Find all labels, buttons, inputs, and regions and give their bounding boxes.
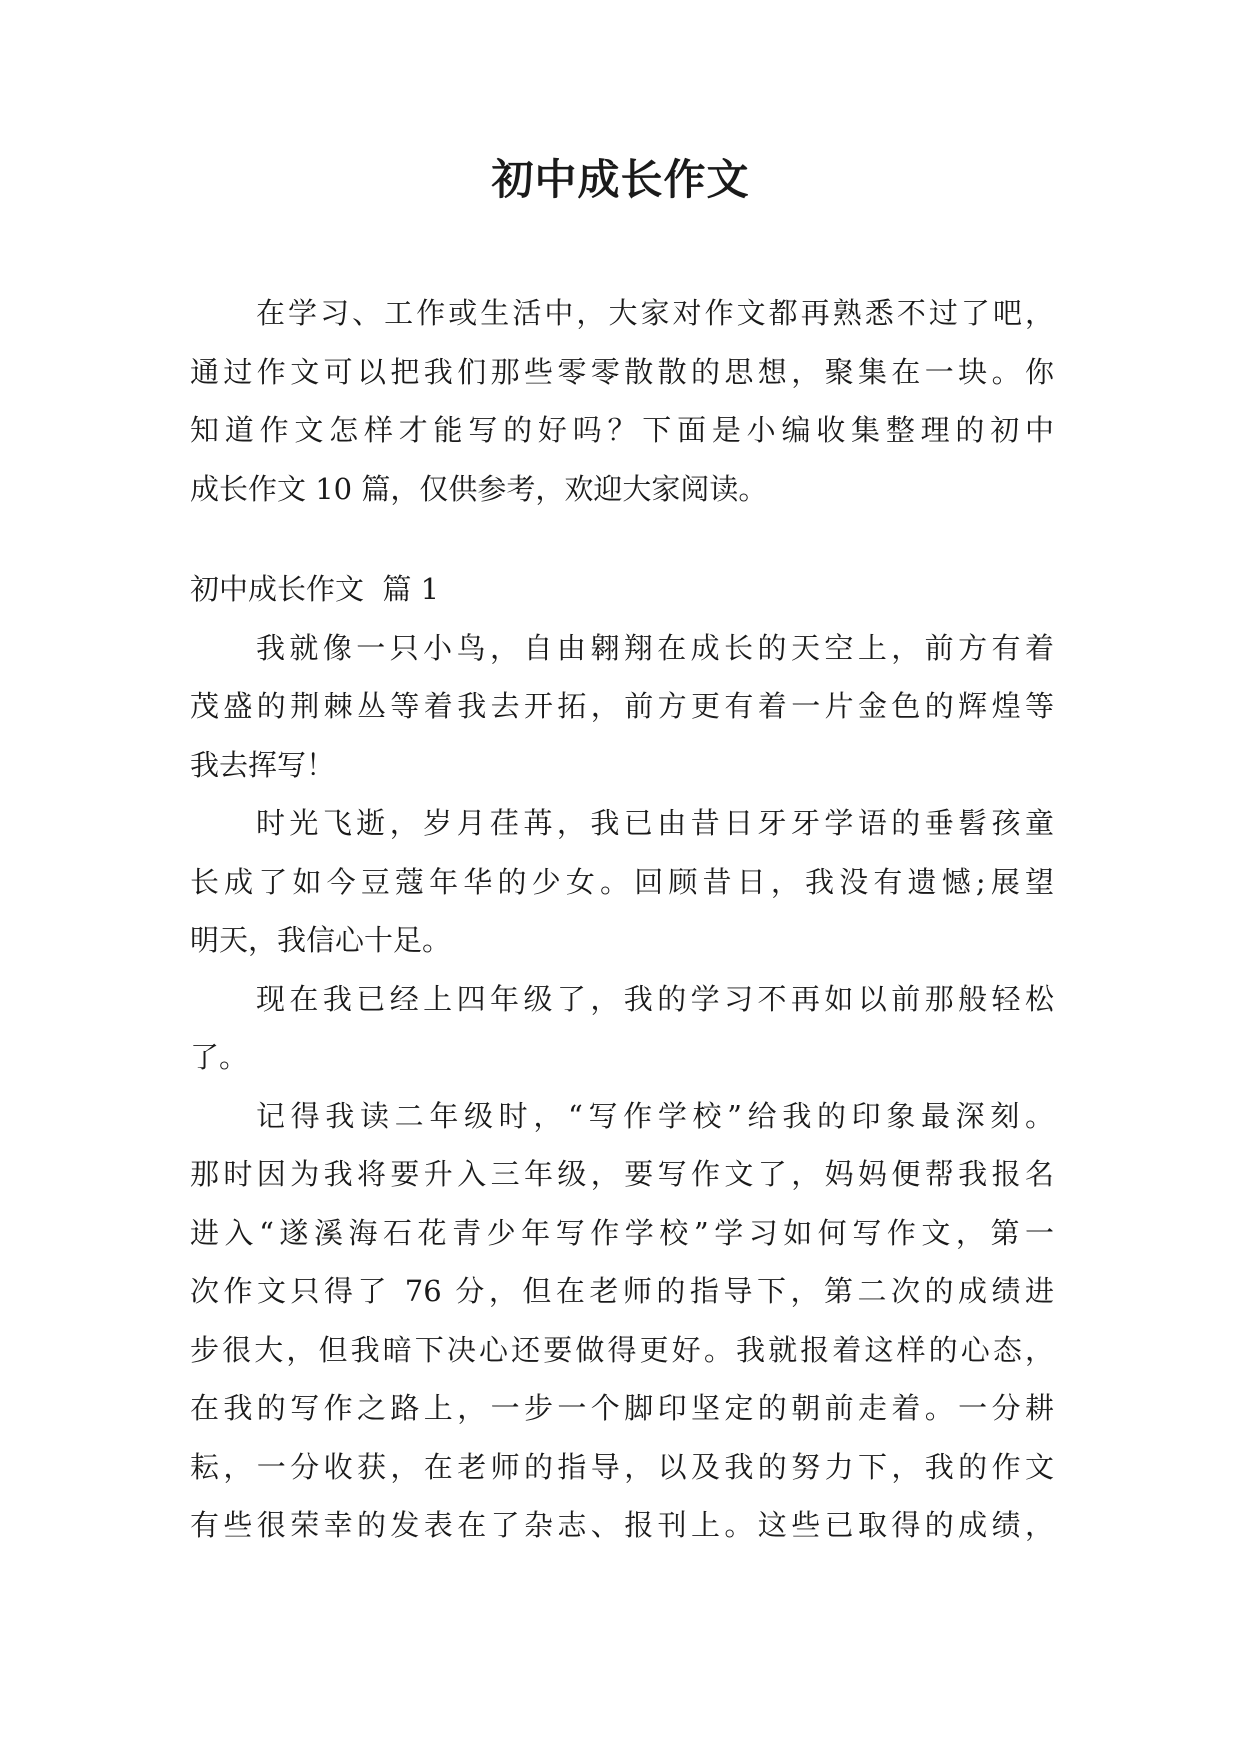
intro-line: 在学习、工作或生活中，大家对作文都再熟悉不过了吧， bbox=[256, 296, 1054, 330]
essay-paragraph bbox=[190, 794, 1054, 970]
paragraph-spacer bbox=[190, 518, 1054, 560]
document-body bbox=[190, 284, 1054, 1555]
intro-paragraph bbox=[190, 284, 1054, 518]
paragraph-line: 我去挥写！ bbox=[190, 747, 336, 782]
paragraph-line: 那时因为我将要升入三年级，要写作文了，妈妈便帮我报名 bbox=[190, 1157, 1054, 1191]
paragraph-line: 耘，一分收获，在老师的指导，以及我的努力下，我的作文 bbox=[190, 1449, 1054, 1484]
paragraph-line: 了。 bbox=[190, 1040, 249, 1074]
document-title: 初中成长作文 bbox=[491, 155, 750, 204]
paragraph-line: 明天，我信心十足。 bbox=[190, 923, 452, 957]
section-heading: 初中成长作文 篇 1 bbox=[190, 572, 440, 606]
intro-line: 知道作文怎样才能写的好吗？下面是小编收集整理的初中 bbox=[190, 413, 1054, 447]
paragraph-line: 在我的写作之路上，一步一个脚印坚定的朝前走着。一分耕 bbox=[190, 1391, 1054, 1425]
paragraph-line: 步很大，但我暗下决心还要做得更好。我就报着这样的心态， bbox=[190, 1332, 1054, 1367]
paragraph-line: 长成了如今豆蔻年华的少女。回顾昔日，我没有遗憾;展望 bbox=[190, 864, 1054, 899]
essay-paragraph bbox=[190, 1087, 1054, 1555]
paragraph-line: 现在我已经上四年级了，我的学习不再如以前那般轻松 bbox=[256, 981, 1054, 1016]
paragraph-line: 记得我读二年级时，“写作学校”给我的印象最深刻。 bbox=[256, 1098, 1054, 1133]
intro-line: 成长作文 10 篇，仅供参考，欢迎大家阅读。 bbox=[190, 471, 768, 506]
paragraph-line: 进入“遂溪海石花青少年写作学校”学习如何写作文，第一 bbox=[190, 1215, 1054, 1250]
essay-paragraph bbox=[190, 619, 1054, 795]
paragraph-line: 有些很荣幸的发表在了杂志、报刊上。这些已取得的成绩， bbox=[190, 1508, 1054, 1542]
paragraph-line: 茂盛的荆棘丛等着我去开拓，前方更有着一片金色的辉煌等 bbox=[190, 689, 1054, 723]
paragraph-line: 次作文只得了 76 分，但在老师的指导下，第二次的成绩进 bbox=[190, 1274, 1054, 1308]
essay-paragraph bbox=[190, 970, 1054, 1087]
paragraph-line: 我就像一只小鸟，自由翱翔在成长的天空上，前方有着 bbox=[256, 630, 1054, 665]
intro-line: 通过作文可以把我们那些零零散散的思想，聚集在一块。你 bbox=[190, 354, 1054, 389]
paragraph-line: 时光飞逝，岁月荏苒，我已由昔日牙牙学语的垂髫孩童 bbox=[256, 806, 1054, 840]
